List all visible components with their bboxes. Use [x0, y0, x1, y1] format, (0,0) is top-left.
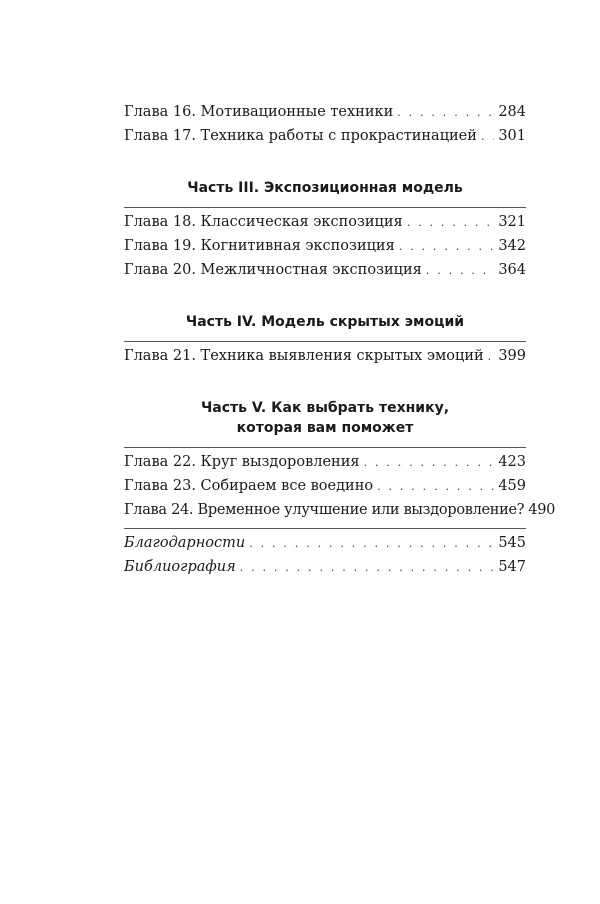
dot-leader: [397, 101, 494, 125]
toc-entry-chapter-21: [124, 344, 526, 368]
page-number: 545: [498, 535, 526, 551]
chapter-title: Межличностная экспозиция: [200, 262, 422, 278]
toc-entry-chapter-24: [124, 498, 556, 522]
toc-backmatter: [124, 528, 526, 579]
page-number: 301: [498, 128, 526, 144]
dot-leader: [481, 125, 494, 149]
toc-entry-chapter-19: [124, 234, 526, 258]
dot-leader: [364, 451, 495, 475]
chapter-title: Техника выявления скрытых эмоций: [200, 348, 484, 364]
toc-part-4: [124, 312, 526, 368]
toc-entry-chapter-17: [124, 124, 526, 148]
chapter-number: Глава 22.: [124, 454, 196, 470]
chapter-title: Классическая экспозиция: [200, 214, 403, 230]
page-number: 321: [498, 214, 526, 230]
toc-entry-chapter-22: [124, 450, 526, 474]
chapter-number: Глава 23.: [124, 478, 196, 494]
chapter-number: Глава 16.: [124, 104, 196, 120]
page-number: 490: [528, 502, 556, 518]
page-number: 284: [498, 104, 526, 120]
divider: [124, 207, 526, 208]
page-number: 399: [498, 348, 526, 364]
chapter-title: Временное улучшение или выздоровление?: [197, 502, 525, 518]
toc-group-continuation: [124, 100, 526, 148]
backmatter-title: Благодарности: [124, 535, 246, 551]
dot-leader: [488, 345, 495, 369]
toc-entry-chapter-16: [124, 100, 526, 124]
divider: [124, 447, 526, 448]
toc-part-5: [124, 398, 556, 522]
part-heading: Часть IV. Модель скрытых эмоций: [185, 314, 465, 330]
chapter-number: Глава 21.: [124, 348, 196, 364]
page-number: 547: [498, 559, 526, 575]
table-of-contents: [124, 100, 556, 579]
chapter-number: Глава 19.: [124, 238, 196, 254]
part-heading: [124, 398, 526, 438]
chapter-number: Глава 24.: [124, 502, 194, 518]
divider: [124, 528, 526, 529]
toc-entry-chapter-18: [124, 210, 526, 234]
page-number: 342: [498, 238, 526, 254]
chapter-number: Глава 18.: [124, 214, 196, 230]
chapter-title: Когнитивная экспозиция: [200, 238, 395, 254]
dot-leader: [377, 475, 494, 499]
chapter-title: Техника работы с прокрастинацией: [200, 128, 477, 144]
page-number: 423: [498, 454, 526, 470]
toc-part-3: [124, 178, 526, 282]
dot-leader: [249, 532, 494, 556]
chapter-number: Глава 17.: [124, 128, 196, 144]
part-heading: Часть III. Экспозиционная модель: [187, 180, 463, 196]
chapter-title: Круг выздоровления: [200, 454, 360, 470]
part-heading-line-1: Часть V. Как выбрать технику,: [200, 400, 450, 416]
chapter-title: Мотивационные техники: [200, 104, 394, 120]
page-number: 459: [498, 478, 526, 494]
dot-leader: [426, 259, 495, 283]
toc-entry-bibliography: [124, 555, 526, 579]
toc-entry-acknowledgements: [124, 531, 526, 555]
dot-leader: [399, 235, 495, 259]
dot-leader: [240, 556, 495, 580]
dot-leader: [407, 211, 495, 235]
divider: [124, 341, 526, 342]
backmatter-title: Библиография: [124, 559, 236, 575]
page-number: 364: [498, 262, 526, 278]
part-heading-line-2: которая вам поможет: [236, 420, 414, 436]
toc-entry-chapter-23: [124, 474, 526, 498]
toc-entry-chapter-20: [124, 258, 526, 282]
chapter-title: Собираем все воедино: [200, 478, 374, 494]
chapter-number: Глава 20.: [124, 262, 196, 278]
